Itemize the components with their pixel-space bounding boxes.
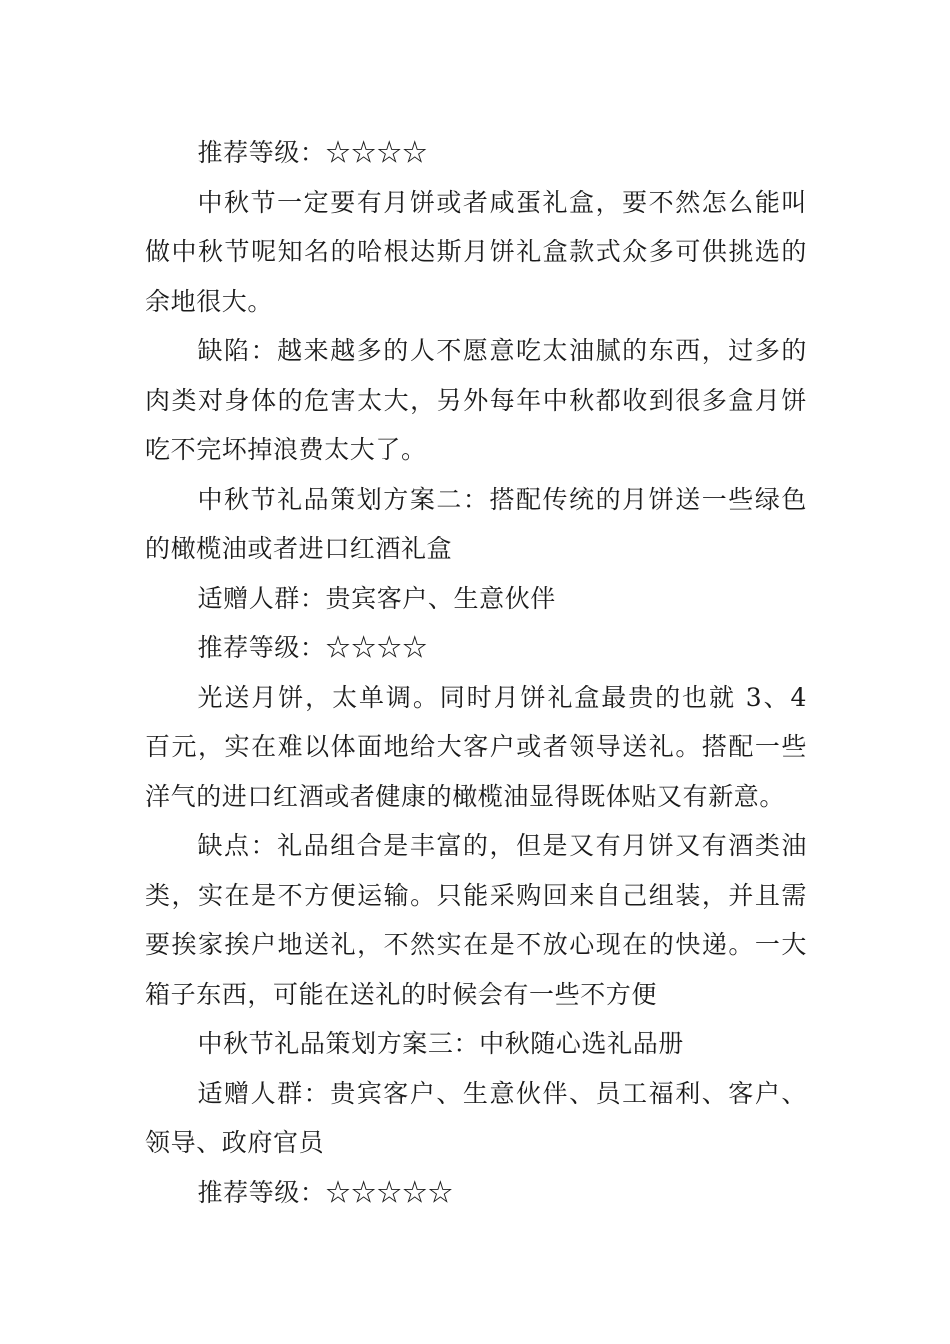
body-paragraph: 光送月饼，太单调。同时月饼礼盒最贵的也就 3、4 百元，实在难以体面地给大客户或者领导送礼。搭配一些洋气的进口红酒或者健康的橄榄油显得既体贴又有新意。 [145, 682, 807, 811]
body-paragraph: 中秋节一定要有月饼或者咸蛋礼盒，要不然怎么能叫做中秋节呢知名的哈根达斯月饼礼盒款式众多可供挑选的余地很大。 [145, 187, 807, 316]
document-page [145, 128, 807, 1217]
plan-heading: 中秋节礼品策划方案二：搭配传统的月饼送一些绿色的橄榄油或者进口红酒礼盒 [145, 484, 807, 563]
plan-heading: 中秋节礼品策划方案三：中秋随心选礼品册 [197, 1029, 684, 1058]
rating-line: 推荐等级：☆☆☆☆☆ [197, 1177, 454, 1207]
rating-line: 推荐等级：☆☆☆☆ [197, 633, 428, 662]
audience-line: 适赠人群：贵宾客户、生意伙伴 [197, 583, 556, 613]
drawback-paragraph: 缺陷：越来越多的人不愿意吃太油腻的东西，过多的肉类对身体的危害太大，另外每年中秋都收到很多盒月饼吃不完坏掉浪费太大了。 [145, 336, 807, 464]
audience-line: 适赠人群：贵宾客户、生意伙伴、员工福利、客户、领导、政府官员 [145, 1078, 807, 1157]
drawback-paragraph: 缺点：礼品组合是丰富的，但是又有月饼又有酒类油类，实在是不方便运输。只能采购回来自己组装，并且需要挨家挨户地送礼，不然实在是不放心现在的快递。一大箱子东西，可能在送礼的时候会有一些不方便 [145, 831, 807, 1009]
rating-line: 推荐等级：☆☆☆☆ [197, 138, 428, 167]
